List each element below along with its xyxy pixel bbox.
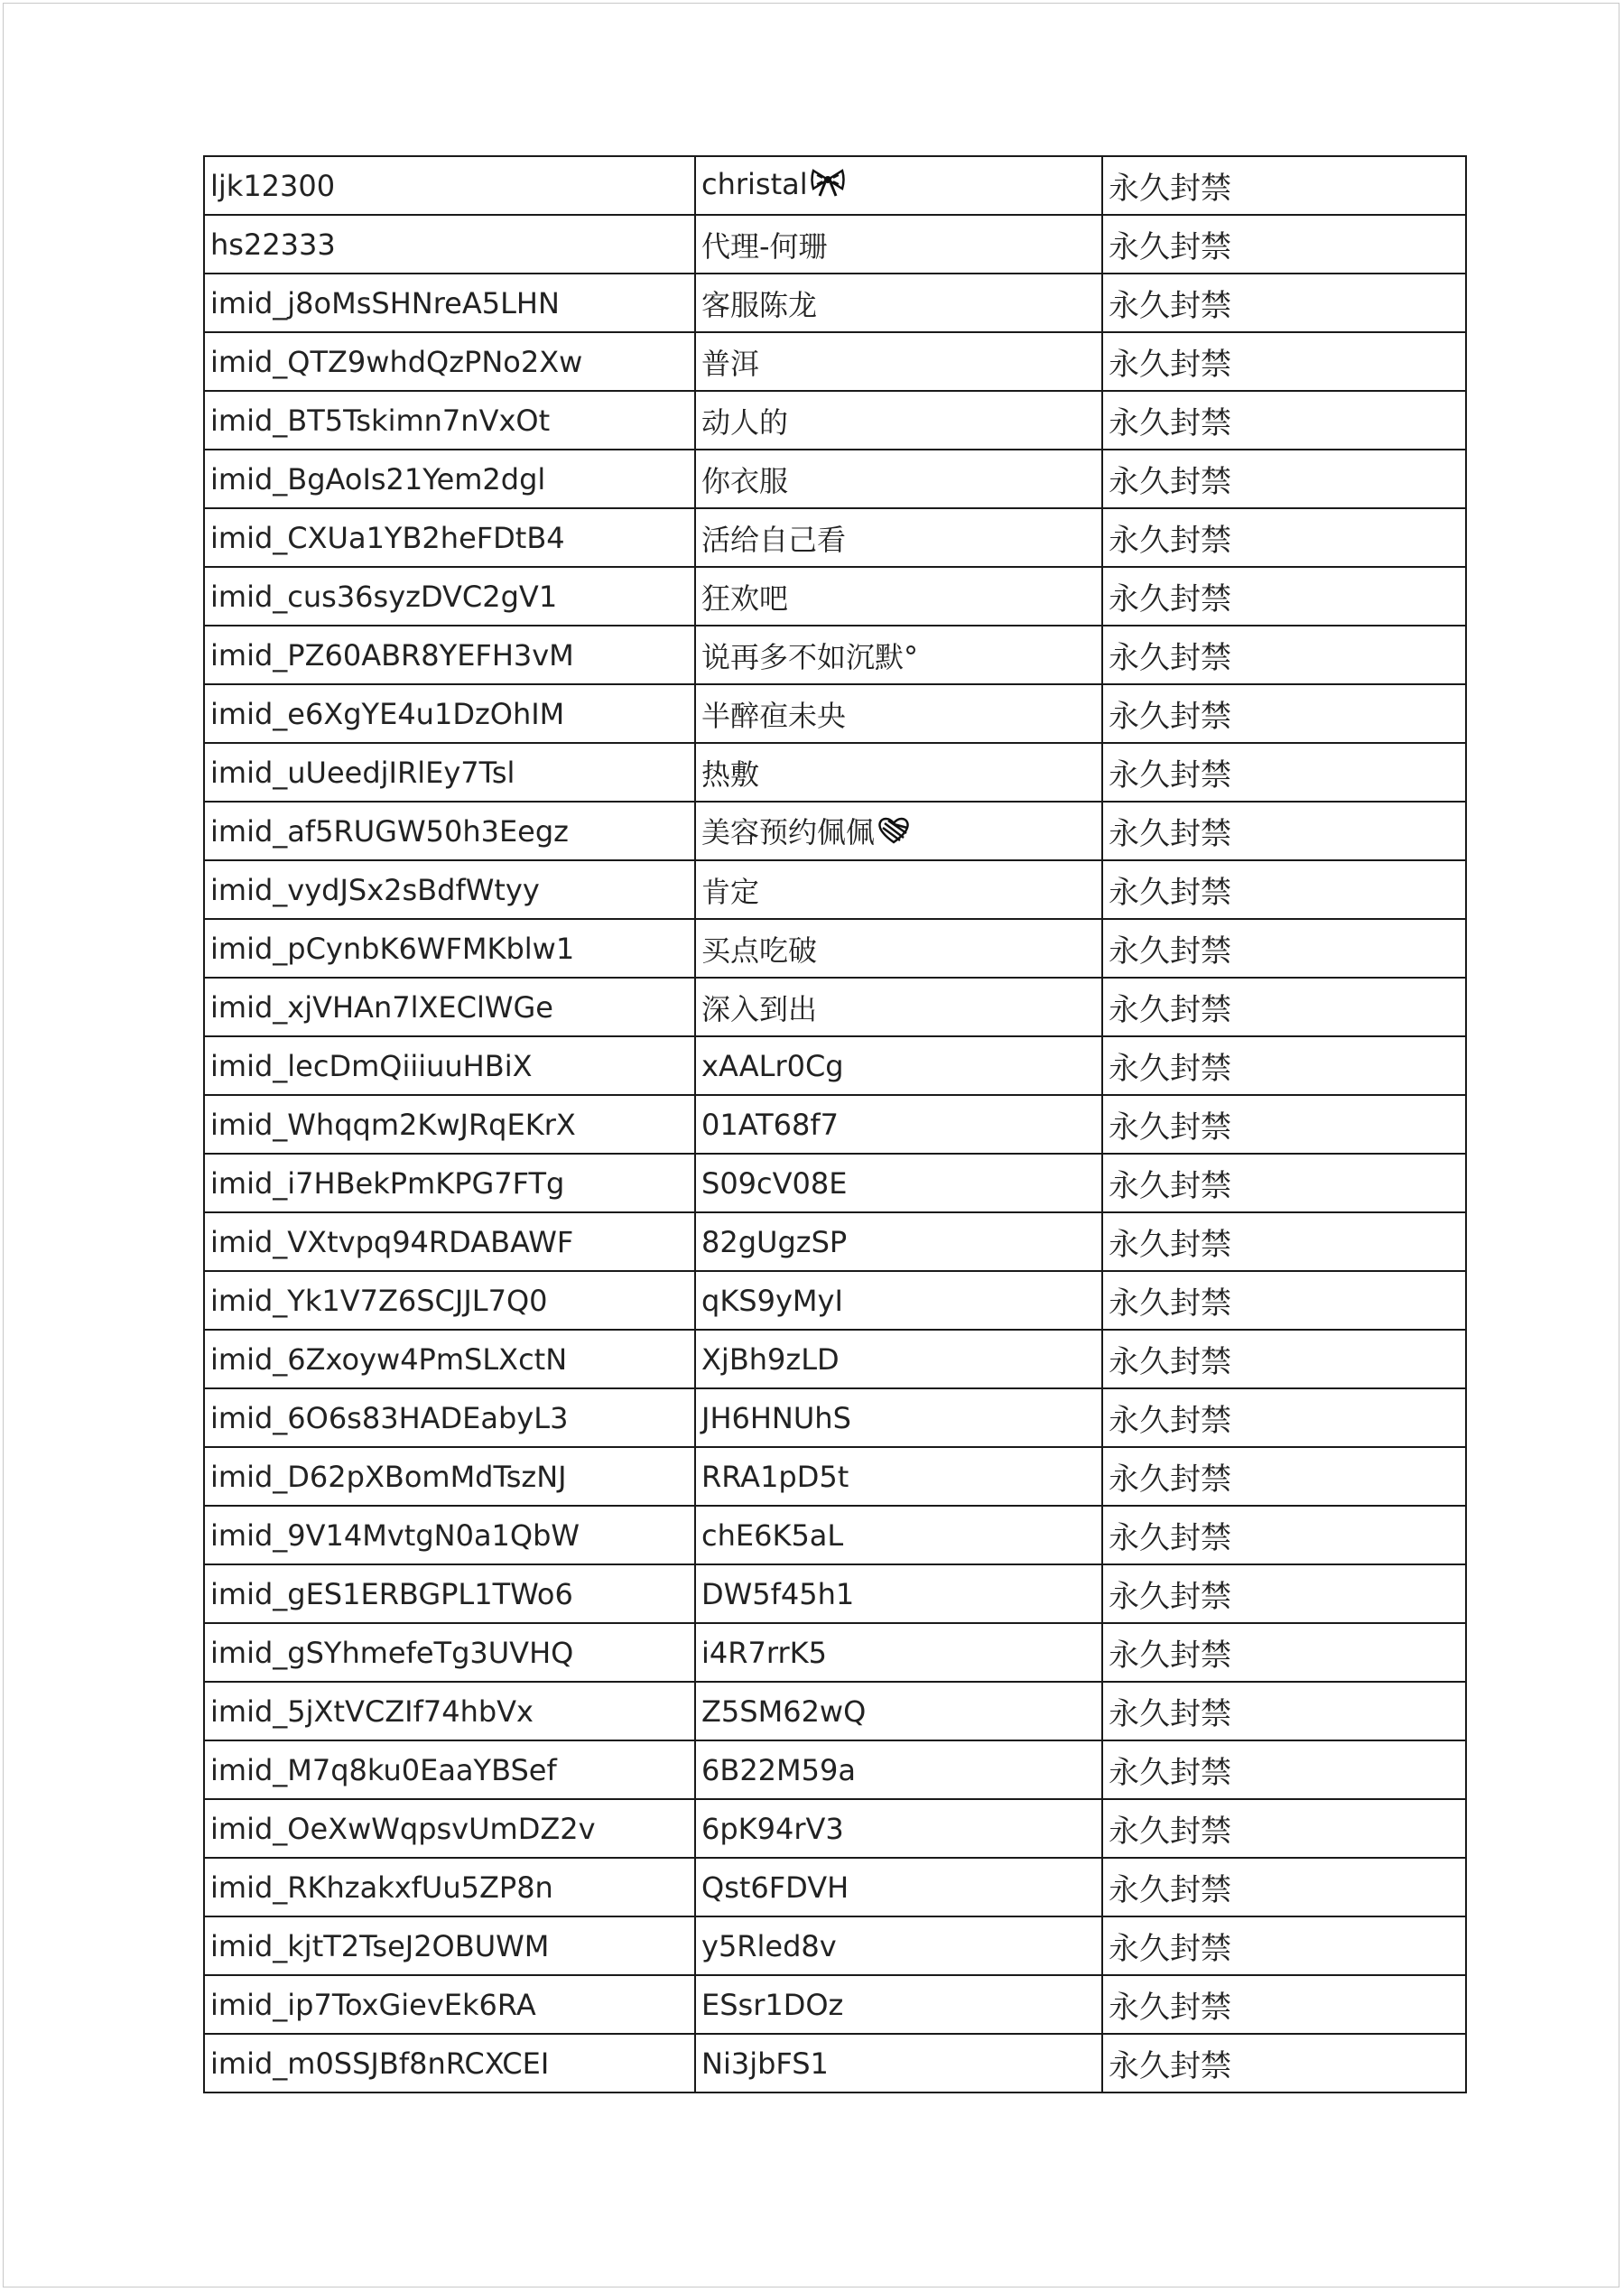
nickname-text: RRA1pD5t	[701, 1459, 849, 1494]
nickname-text: S09cV08E	[701, 1165, 848, 1201]
nickname-text: Qst6FDVH	[701, 1870, 849, 1905]
ban-status-cell: 永久封禁	[1102, 1095, 1466, 1154]
nickname-text: ESsr1DOz	[701, 1987, 844, 2022]
table-row	[204, 684, 1466, 743]
table-row	[204, 215, 1466, 274]
nickname-cell	[695, 1154, 1102, 1212]
nickname-text: 深入到出	[701, 991, 818, 1026]
nickname-text: chE6K5aL	[701, 1517, 844, 1553]
nickname-cell	[695, 450, 1102, 508]
nickname-cell	[695, 802, 1102, 860]
ban-status-cell: 永久封禁	[1102, 1975, 1466, 2034]
account-id-cell: imid_OeXwWqpsvUmDZ2v	[204, 1799, 695, 1858]
nickname-text: xAALr0Cg	[701, 1048, 844, 1083]
nickname-cell	[695, 2034, 1102, 2092]
nickname-text: 半醉亱未央	[701, 698, 847, 733]
ban-status-cell: 永久封禁	[1102, 567, 1466, 626]
nickname-text: 动人的	[701, 404, 789, 440]
table-row	[204, 743, 1466, 802]
ban-status-cell: 永久封禁	[1102, 274, 1466, 332]
table-row	[204, 919, 1466, 978]
ban-status-cell: 永久封禁	[1102, 860, 1466, 919]
nickname-text: 狂欢吧	[701, 580, 789, 616]
account-id-cell: imid_QTZ9whdQzPNo2Xw	[204, 332, 695, 391]
nickname-cell	[695, 1975, 1102, 2034]
ban-status-cell: 永久封禁	[1102, 156, 1466, 215]
nickname-cell	[695, 919, 1102, 978]
account-id-cell: imid_e6XgYE4u1DzOhIM	[204, 684, 695, 743]
account-id-cell: imid_j8oMsSHNreA5LHN	[204, 274, 695, 332]
nickname-cell	[695, 1858, 1102, 1916]
ban-status-cell: 永久封禁	[1102, 332, 1466, 391]
nickname-cell	[695, 1682, 1102, 1740]
account-id-cell: imid_Yk1V7Z6SCJJL7Q0	[204, 1271, 695, 1330]
nickname-text: 代理-何珊	[701, 228, 828, 264]
nickname-cell	[695, 978, 1102, 1036]
bow-icon	[810, 167, 846, 205]
account-id-cell: imid_vydJSx2sBdfWtyy	[204, 860, 695, 919]
ban-status-cell: 永久封禁	[1102, 684, 1466, 743]
account-id-cell: imid_cus36syzDVC2gV1	[204, 567, 695, 626]
ban-status-cell: 永久封禁	[1102, 1271, 1466, 1330]
table-row	[204, 1740, 1466, 1799]
account-id-cell: imid_gSYhmefeTg3UVHQ	[204, 1623, 695, 1682]
account-id-cell: imid_af5RUGW50h3Eegz	[204, 802, 695, 860]
ban-status-cell: 永久封禁	[1102, 1682, 1466, 1740]
table-row	[204, 860, 1466, 919]
nickname-text: 01AT68f7	[701, 1107, 840, 1142]
nickname-cell	[695, 1095, 1102, 1154]
nickname-text: 6B22M59a	[701, 1752, 856, 1787]
nickname-cell	[695, 391, 1102, 450]
nickname-text: 你衣服	[701, 463, 789, 498]
ban-status-cell: 永久封禁	[1102, 391, 1466, 450]
nickname-text: 普洱	[701, 346, 760, 381]
account-id-cell: imid_RKhzakxfUu5ZP8n	[204, 1858, 695, 1916]
ban-status-cell: 永久封禁	[1102, 802, 1466, 860]
account-id-cell: imid_BgAoIs21Yem2dgl	[204, 450, 695, 508]
table-row	[204, 1623, 1466, 1682]
nickname-cell	[695, 684, 1102, 743]
table-row	[204, 1036, 1466, 1095]
nickname-cell	[695, 1036, 1102, 1095]
table-row	[204, 332, 1466, 391]
nickname-cell	[695, 1447, 1102, 1506]
table-row	[204, 1212, 1466, 1271]
table-row	[204, 1975, 1466, 2034]
nickname-text: 客服陈龙	[701, 287, 818, 322]
table-row	[204, 978, 1466, 1036]
nickname-text: DW5f45h1	[701, 1576, 855, 1611]
ban-status-cell: 永久封禁	[1102, 450, 1466, 508]
account-id-cell: imid_pCynbK6WFMKblw1	[204, 919, 695, 978]
nickname-cell	[695, 215, 1102, 274]
account-id-cell: imid_ip7ToxGievEk6RA	[204, 1975, 695, 2034]
table-row	[204, 391, 1466, 450]
ban-status-cell: 永久封禁	[1102, 1388, 1466, 1447]
nickname-cell	[695, 274, 1102, 332]
table-row	[204, 1095, 1466, 1154]
table-row	[204, 626, 1466, 684]
document-page	[3, 3, 1619, 2287]
table-row	[204, 274, 1466, 332]
account-id-cell: ljk12300	[204, 156, 695, 215]
account-id-cell: imid_kjtT2TseJ2OBUWM	[204, 1916, 695, 1975]
table-row	[204, 1447, 1466, 1506]
nickname-cell	[695, 1799, 1102, 1858]
ban-status-cell: 永久封禁	[1102, 978, 1466, 1036]
table-row	[204, 1682, 1466, 1740]
account-id-cell: imid_PZ60ABR8YEFH3vM	[204, 626, 695, 684]
account-id-cell: imid_Whqqm2KwJRqEKrX	[204, 1095, 695, 1154]
nickname-text: christal	[701, 166, 808, 201]
nickname-cell	[695, 508, 1102, 567]
nickname-cell	[695, 860, 1102, 919]
account-id-cell: imid_m0SSJBf8nRCXCEI	[204, 2034, 695, 2092]
table-row	[204, 1330, 1466, 1388]
ban-status-cell: 永久封禁	[1102, 2034, 1466, 2092]
nickname-cell	[695, 1330, 1102, 1388]
table-row	[204, 1564, 1466, 1623]
ban-status-cell: 永久封禁	[1102, 743, 1466, 802]
nickname-cell	[695, 156, 1102, 215]
table-row	[204, 1916, 1466, 1975]
account-id-cell: imid_uUeedjIRlEy7Tsl	[204, 743, 695, 802]
ban-status-cell: 永久封禁	[1102, 1858, 1466, 1916]
nickname-cell	[695, 1623, 1102, 1682]
account-id-cell: hs22333	[204, 215, 695, 274]
table-row	[204, 1799, 1466, 1858]
ban-status-cell: 永久封禁	[1102, 1212, 1466, 1271]
account-id-cell: imid_gES1ERBGPL1TWo6	[204, 1564, 695, 1623]
account-id-cell: imid_5jXtVCZIf74hbVx	[204, 1682, 695, 1740]
account-id-cell: imid_i7HBekPmKPG7FTg	[204, 1154, 695, 1212]
nickname-cell	[695, 626, 1102, 684]
nickname-cell	[695, 743, 1102, 802]
nickname-text: 买点吃破	[701, 933, 818, 968]
nickname-text: JH6HNUhS	[701, 1400, 851, 1435]
nickname-text: 6pK94rV3	[701, 1811, 844, 1846]
ban-status-cell: 永久封禁	[1102, 1564, 1466, 1623]
table-row	[204, 2034, 1466, 2092]
account-id-cell: imid_D62pXBomMdTszNJ	[204, 1447, 695, 1506]
nickname-text: 热敷	[701, 756, 760, 792]
ban-status-cell: 永久封禁	[1102, 919, 1466, 978]
nickname-text: Z5SM62wQ	[701, 1693, 867, 1729]
heart-icon	[877, 816, 911, 852]
ban-status-cell: 永久封禁	[1102, 1799, 1466, 1858]
table-row	[204, 450, 1466, 508]
nickname-cell	[695, 1506, 1102, 1564]
ban-status-cell: 永久封禁	[1102, 215, 1466, 274]
table-row	[204, 156, 1466, 215]
account-id-cell: imid_6Zxoyw4PmSLXctN	[204, 1330, 695, 1388]
account-id-cell: imid_VXtvpq94RDABAWF	[204, 1212, 695, 1271]
account-id-cell: imid_BT5Tskimn7nVxOt	[204, 391, 695, 450]
table-row	[204, 1388, 1466, 1447]
ban-list-table	[203, 155, 1467, 2093]
nickname-text: 82gUgzSP	[701, 1224, 848, 1259]
nickname-cell	[695, 1916, 1102, 1975]
nickname-text: 活给自己看	[701, 522, 847, 557]
nickname-text: qKS9yMyI	[701, 1283, 843, 1318]
nickname-text: Ni3jbFS1	[701, 2046, 829, 2081]
table-row	[204, 1506, 1466, 1564]
nickname-text: 美容预约佩佩	[701, 815, 876, 849]
nickname-text: 说再多不如沉默°	[701, 639, 919, 674]
nickname-cell	[695, 1271, 1102, 1330]
nickname-text: XjBh9zLD	[701, 1341, 840, 1377]
table-row	[204, 567, 1466, 626]
account-id-cell: imid_xjVHAn7lXEClWGe	[204, 978, 695, 1036]
table-row	[204, 802, 1466, 860]
ban-status-cell: 永久封禁	[1102, 1916, 1466, 1975]
ban-status-cell: 永久封禁	[1102, 1447, 1466, 1506]
table-row	[204, 1271, 1466, 1330]
ban-status-cell: 永久封禁	[1102, 508, 1466, 567]
ban-status-cell: 永久封禁	[1102, 1036, 1466, 1095]
account-id-cell: imid_9V14MvtgN0a1QbW	[204, 1506, 695, 1564]
nickname-cell	[695, 1212, 1102, 1271]
account-id-cell: imid_6O6s83HADEabyL3	[204, 1388, 695, 1447]
nickname-text: y5Rled8v	[701, 1928, 837, 1963]
nickname-cell	[695, 567, 1102, 626]
account-id-cell: imid_CXUa1YB2heFDtB4	[204, 508, 695, 567]
nickname-cell	[695, 1564, 1102, 1623]
ban-list-body	[204, 156, 1466, 2092]
account-id-cell: imid_lecDmQiiiuuHBiX	[204, 1036, 695, 1095]
nickname-text: 肯定	[701, 874, 760, 909]
table-row	[204, 1858, 1466, 1916]
nickname-text: i4R7rrK5	[701, 1635, 827, 1670]
account-id-cell: imid_M7q8ku0EaaYBSef	[204, 1740, 695, 1799]
nickname-cell	[695, 1740, 1102, 1799]
table-row	[204, 508, 1466, 567]
ban-status-cell: 永久封禁	[1102, 1330, 1466, 1388]
table-row	[204, 1154, 1466, 1212]
ban-status-cell: 永久封禁	[1102, 1740, 1466, 1799]
ban-status-cell: 永久封禁	[1102, 626, 1466, 684]
ban-status-cell: 永久封禁	[1102, 1154, 1466, 1212]
ban-status-cell: 永久封禁	[1102, 1506, 1466, 1564]
ban-status-cell: 永久封禁	[1102, 1623, 1466, 1682]
nickname-cell	[695, 1388, 1102, 1447]
nickname-cell	[695, 332, 1102, 391]
